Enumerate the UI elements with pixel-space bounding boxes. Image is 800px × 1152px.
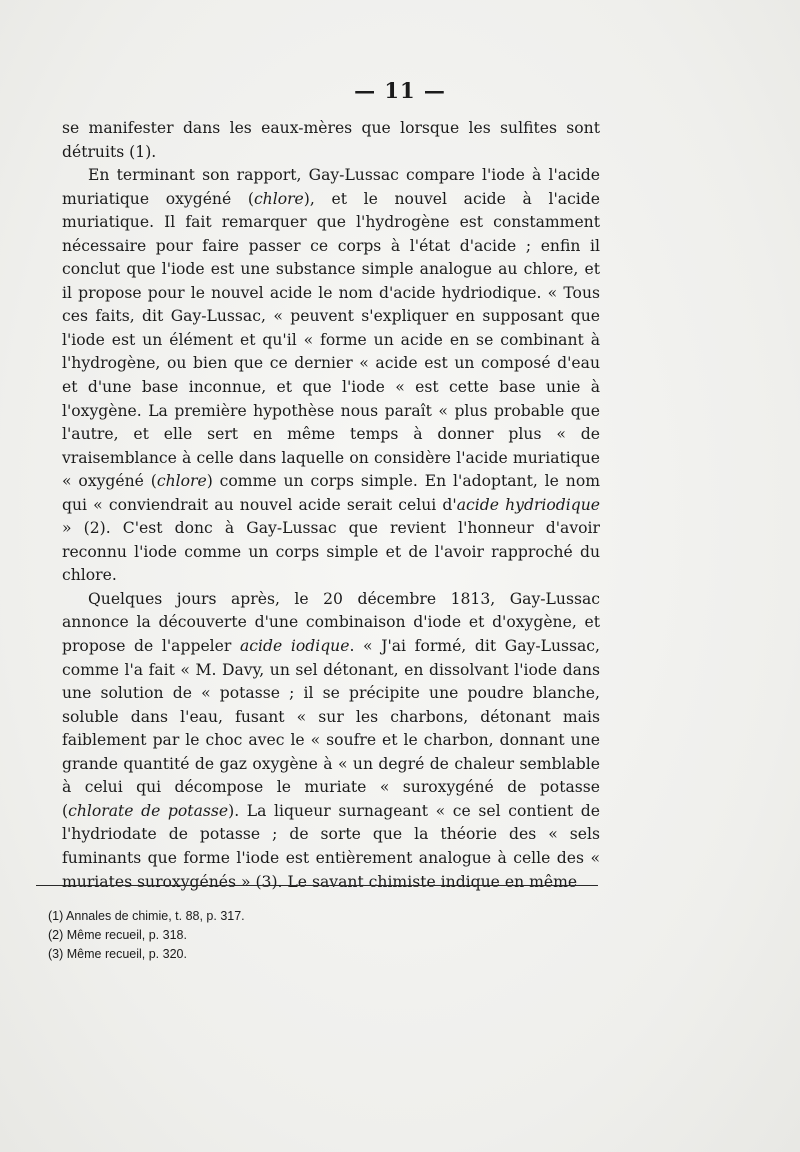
paragraph-1: se manifester dans les eaux-mères que lorsque les sulfites sont détruits (1). (62, 119, 600, 161)
footnote-3: (3) Même recueil, p. 320. (48, 947, 187, 961)
footnote-rule (36, 885, 598, 886)
paragraph-3: Quelques jours après, le 20 décembre 1813, Gay-Lussac annonce la découverte d'une combinaison d'iode et d'oxygène, et propose de l'appeler acide iodique. « J'ai formé, dit Gay-Lussac, comme l'a fait « M. Davy, un sel détonant, en dissolvant l'iode dans une solution de « potasse ; il se précipite une poudre blanche, soluble dans l'eau, fusant « sur les charbons, détonant mais faiblement par le choc avec le « soufre et le charbon, donnant une grande quantité de gaz oxygène à « un degré de chaleur semblable à celui qui décompose le muriate « suroxygéné de potasse (chlorate de potasse). La liqueur surnageant « ce sel contient de l'hydriodate de potasse ; de sorte que la théorie des « sels fuminants que forme l'iode est entièrement analogue à celle des « muriates suroxygénés » (3). Le savant chimiste indique en même (62, 589, 600, 891)
footnote-2: (2) Même recueil, p. 318. (48, 928, 187, 942)
italic-term: chlore (253, 189, 304, 208)
page-number: — 11 — (354, 78, 446, 103)
italic-term: chlore (156, 472, 207, 491)
body-text (62, 117, 600, 894)
italic-term: chlorate de potasse (68, 801, 229, 820)
italic-term: acide iodique (239, 637, 350, 656)
paragraph-2: En terminant son rapport, Gay-Lussac compare l'iode à l'acide muriatique oxygéné (chlore), et le nouvel acide à l'acide muriatique. Il fait remarquer que l'hydrogène est constamment nécessaire pour faire passer ce corps à l'état d'acide ; enfin il conclut que l'iode est une substance simple analogue au chlore, et il propose pour le nouvel acide le nom d'acide hydriodique. « Tous ces faits, dit Gay-Lussac, « peuvent s'expliquer en supposant que l'iode est un élément et qu'il « forme un acide en se combinant à l'hydrogène, ou bien que ce dernier « acide est un composé d'eau et d'une base inconnue, et que l'iode « est cette base unie à l'oxygène. La première hypothèse nous paraît « plus probable que l'autre, et elle sert en même temps à donner plus « de vraisemblance à celle dans laquelle on considère l'acide muriatique « oxygéné (chlore) comme un corps simple. En l'adoptant, le nom qui « conviendrait au nouvel acide serait celui d'acide hydriodique » (2). C'est donc à Gay-Lussac que revient l'honneur d'avoir reconnu l'iode comme un corps simple et de l'avoir rapproché du chlore. (62, 166, 600, 585)
footnotes (48, 907, 245, 964)
italic-term: acide hydriodique (456, 495, 600, 514)
footnote-1: (1) Annales de chimie, t. 88, p. 317. (48, 909, 245, 923)
